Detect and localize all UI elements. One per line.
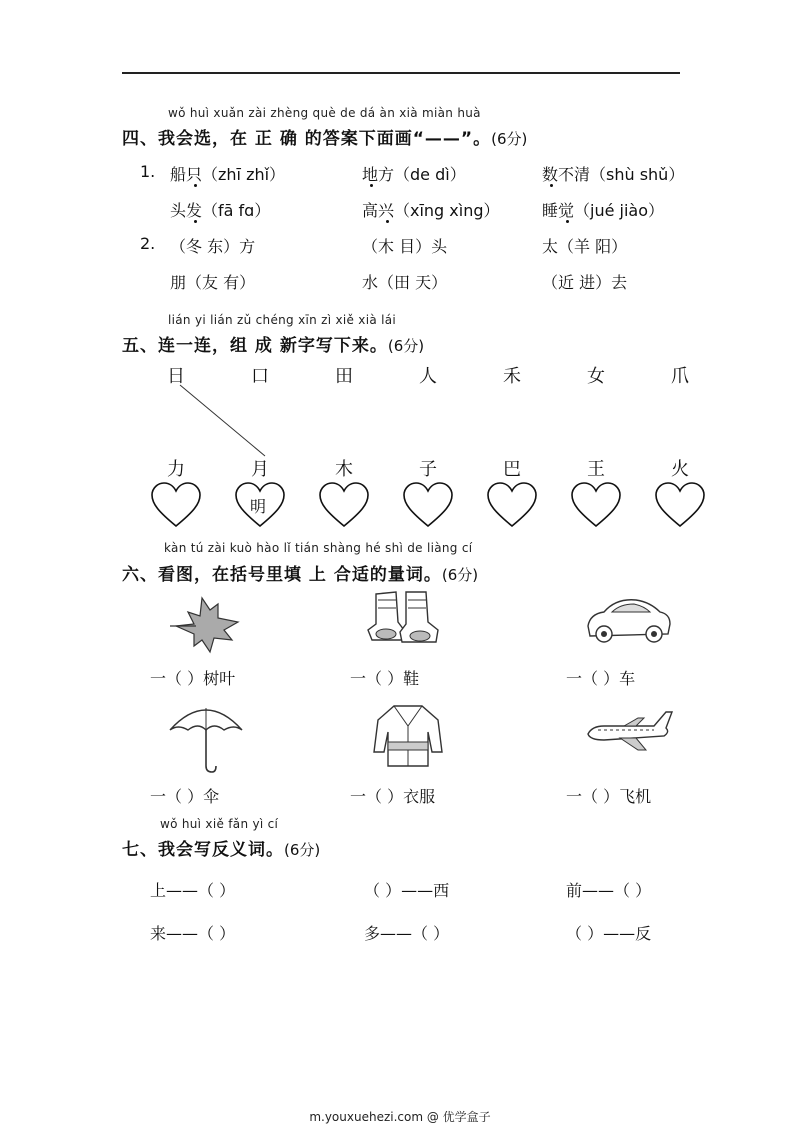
choice-pengyou: 朋（友 有） bbox=[170, 273, 256, 292]
sec4-title-text: 四、我会选，在 正 确 的答案下面画“——”。 bbox=[122, 129, 492, 149]
measure-item-clothes[interactable]: 一（ ）衣服 bbox=[350, 787, 436, 806]
bottom-char: 王 bbox=[587, 459, 605, 480]
choice-jinqu: （近 进）去 bbox=[542, 273, 628, 292]
sec5-title-text: 五、连一连，组 成 新字写下来。 bbox=[122, 336, 388, 356]
sec5-score: (6分) bbox=[387, 337, 425, 355]
sec6-title-text: 六、看图，在括号里填 上 合适的量词。 bbox=[122, 565, 442, 585]
leaf-icon bbox=[166, 588, 246, 658]
sec4-pinyin: wǒ huì xuǎn zài zhèng què de dá àn xià miàn huà bbox=[168, 106, 481, 120]
antonym-item[interactable]: 上——（ ） bbox=[150, 881, 236, 900]
q1-label: 1. bbox=[140, 162, 156, 181]
measure-item-airplane[interactable]: 一（ ）飞机 bbox=[566, 787, 652, 806]
top-char: 女 bbox=[587, 366, 605, 387]
measure-item-leaf[interactable]: 一（ ）树叶 bbox=[150, 669, 236, 688]
heart-box[interactable] bbox=[487, 482, 537, 528]
sec7-pinyin: wǒ huì xiě fǎn yì cí bbox=[160, 817, 279, 831]
choice-dongfang: （冬 东）方 bbox=[170, 237, 256, 256]
sec6-title bbox=[122, 560, 478, 585]
sec6-score: (6分) bbox=[441, 566, 479, 584]
word-shubuqing: 数不清（shù shǔ） bbox=[542, 165, 685, 184]
sec7-title bbox=[122, 835, 320, 860]
antonym-item[interactable]: 前——（ ） bbox=[566, 881, 652, 900]
measure-item-umbrella[interactable]: 一（ ）伞 bbox=[150, 787, 220, 806]
antonym-item[interactable]: （ ）——反 bbox=[566, 924, 652, 943]
heart-box[interactable] bbox=[571, 482, 621, 528]
heart-box[interactable] bbox=[319, 482, 369, 528]
airplane-icon bbox=[584, 710, 674, 760]
top-char: 爪 bbox=[671, 366, 689, 387]
bottom-char: 木 bbox=[335, 459, 353, 480]
heart-box[interactable] bbox=[655, 482, 705, 528]
word-shuijiao: 睡觉（jué jiào） bbox=[542, 201, 665, 220]
q2-label: 2. bbox=[140, 234, 156, 253]
word-difang: 地方（de dì） bbox=[362, 165, 466, 184]
sec5-pinyin: lián yi lián zǔ chéng xīn zì xiě xià lái bbox=[168, 313, 397, 327]
heart-box[interactable] bbox=[403, 482, 453, 528]
antonym-item[interactable]: （ ）——西 bbox=[364, 881, 450, 900]
coat-icon bbox=[368, 702, 448, 772]
umbrella-icon bbox=[166, 700, 246, 780]
sec7-title-text: 七、我会写反义词。 bbox=[122, 840, 284, 860]
car-icon bbox=[584, 592, 674, 652]
top-char: 口 bbox=[251, 366, 269, 387]
top-char: 禾 bbox=[503, 366, 521, 387]
measure-item-car[interactable]: 一（ ）车 bbox=[566, 669, 636, 688]
bottom-char: 巴 bbox=[503, 459, 521, 480]
word-toufa: 头发（fā fɑ） bbox=[170, 201, 271, 220]
choice-taiyang: 太（羊 阳） bbox=[542, 237, 628, 256]
bottom-char: 力 bbox=[167, 459, 185, 480]
sec4-score: (6分) bbox=[491, 130, 528, 148]
heart-box[interactable] bbox=[151, 482, 201, 528]
choice-mutou: （木 目）头 bbox=[362, 237, 448, 256]
choice-shuitian: 水（田 天） bbox=[362, 273, 448, 292]
word-gaoxing: 高兴（xīng xìng） bbox=[362, 201, 500, 220]
antonym-item[interactable]: 来——（ ） bbox=[150, 924, 236, 943]
shoes-icon bbox=[366, 586, 446, 656]
bottom-char: 火 bbox=[671, 459, 689, 480]
top-char: 田 bbox=[335, 366, 353, 387]
bottom-char: 子 bbox=[419, 459, 437, 480]
measure-item-shoes[interactable]: 一（ ）鞋 bbox=[350, 669, 420, 688]
bottom-char: 月 bbox=[251, 459, 269, 480]
top-char: 日 bbox=[167, 366, 185, 387]
antonym-item[interactable]: 多——（ ） bbox=[364, 924, 450, 943]
word-chuanzhi: 船只（zhī zhǐ） bbox=[170, 165, 286, 184]
sec7-score: (6分) bbox=[284, 841, 321, 859]
top-char: 人 bbox=[419, 366, 437, 387]
footer-source: m.youxuehezi.com @ 优学盒子 bbox=[309, 1110, 491, 1124]
heart-answer: 明 bbox=[250, 497, 267, 516]
sec6-pinyin: kàn tú zài kuò hào lǐ tián shàng hé shì de liàng cí bbox=[164, 541, 473, 555]
